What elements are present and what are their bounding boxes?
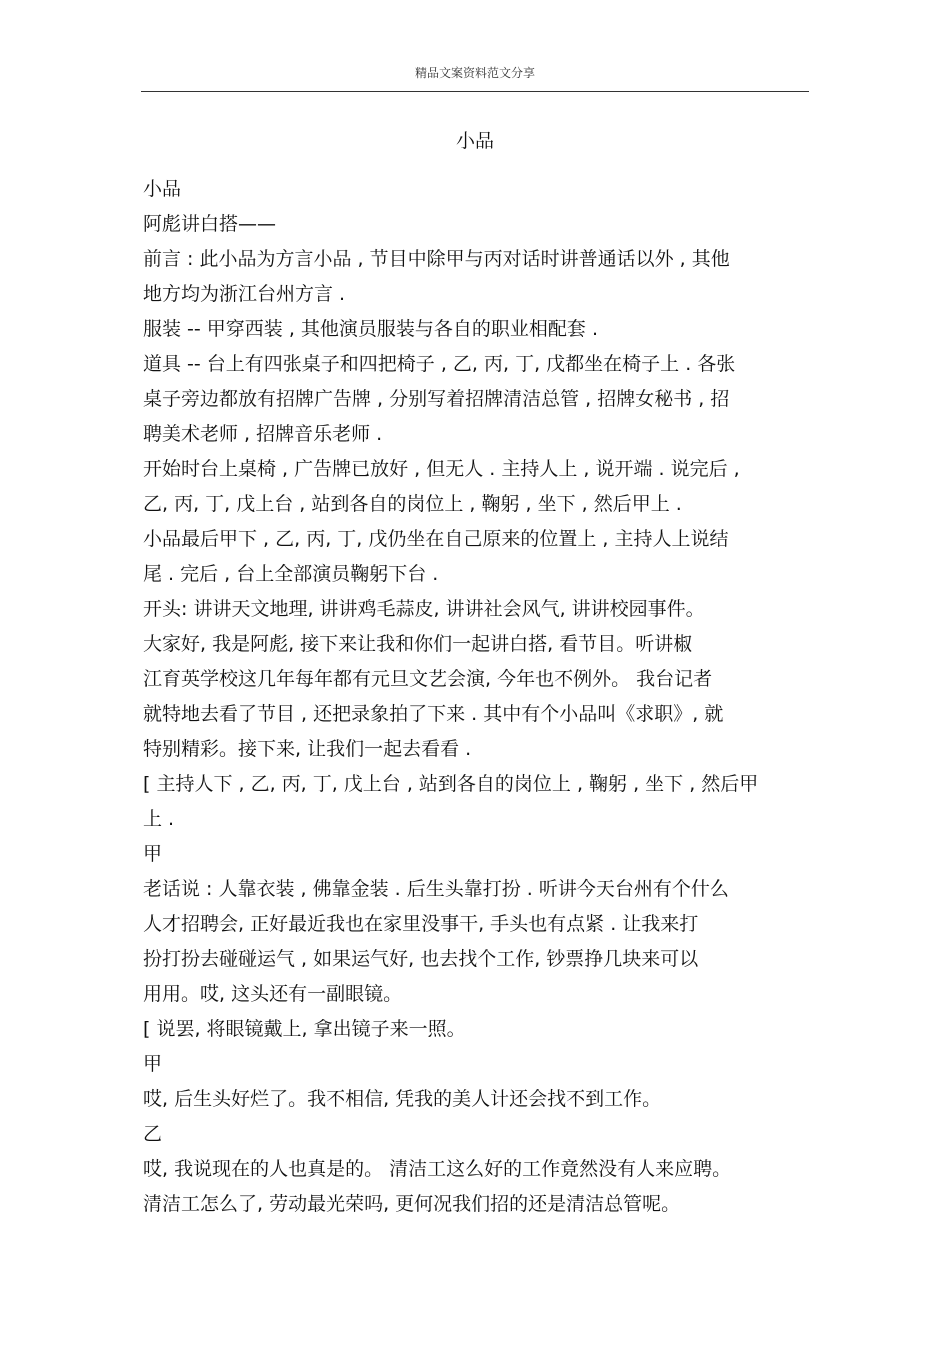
text-line: [ 主持人下 , 乙, 丙, 丁, 戊上台 , 站到各自的岗位上 , 鞠躬 , 坐下 , 然后甲 [143,773,759,795]
text-line: 甲 [143,843,163,865]
text-line: 服装 -- 甲穿西装 , 其他演员服装与各自的职业相配套 . [143,318,598,340]
text-line: 老话说 : 人靠衣装 , 佛靠金装 . 后生头靠打扮 . 听讲今天台州有个什么 [143,878,729,900]
text-line: 大家好, 我是阿彪, 接下来让我和你们一起讲白搭, 看节目。听讲椒 [143,633,693,655]
text-line: 用用。哎, 这头还有一副眼镜。 [143,983,403,1005]
text-line: 开头: 讲讲天文地理, 讲讲鸡毛蒜皮, 讲讲社会风气, 讲讲校园事件。 [143,598,705,620]
text-line: 前言 : 此小品为方言小品 , 节目中除甲与丙对话时讲普通话以外 , 其他 [143,248,730,270]
text-line: 小品最后甲下 , 乙, 丙, 丁, 戊仍坐在自己原来的位置上 , 主持人上说结 [143,528,729,550]
text-line: 道具 -- 台上有四张桌子和四把椅子 , 乙, 丙, 丁, 戊都坐在椅子上 . 各张 [143,353,736,375]
header-text: 精品文案资料范文分享 [414,66,535,80]
text-line: 小品 [143,178,182,200]
header-divider [141,91,809,92]
text-line: 哎, 后生头好烂了。我不相信, 凭我的美人计还会找不到工作。 [143,1088,662,1110]
text-line: [ 说罢, 将眼镜戴上, 拿出镜子来一照。 [143,1018,466,1040]
text-line: 乙 [143,1123,163,1145]
text-line: 开始时台上桌椅 , 广告牌已放好 , 但无人 . 主持人上 , 说开端 . 说完后 , [143,458,740,480]
text-line: 桌子旁边都放有招牌广告牌 , 分别写着招牌清洁总管 , 招牌女秘书 , 招 [143,388,730,410]
text-line: 就特地去看了节目 , 还把录象拍了下来 . 其中有个小品叫《求职》, 就 [143,703,724,725]
text-line: 尾 . 完后 , 台上全部演员鞠躬下台 . [143,563,439,585]
text-line: 聘美术老师 , 招牌音乐老师 . [143,423,383,445]
document-body [143,172,807,1222]
text-line: 哎, 我说现在的人也真是的。 清洁工这么好的工作竟然没有人来应聘。 [143,1158,732,1180]
text-line: 人才招聘会, 正好最近我也在家里没事干, 手头也有点紧 . 让我来打 [143,913,699,935]
text-line: 江育英学校这几年每年都有元旦文艺会演, 今年也不例外。 我台记者 [143,668,713,690]
page-header [0,64,950,81]
text-line: 乙, 丙, 丁, 戊上台 , 站到各自的岗位上 , 鞠躬 , 坐下 , 然后甲上 . [143,493,682,515]
text-line: 地方均为浙江台州方言 . [143,283,346,305]
text-line: 特别精彩。接下来, 让我们一起去看看 . [143,738,472,760]
text-line: 上 . [143,808,175,830]
text-line: 扮打扮去碰碰运气 , 如果运气好, 也去找个工作, 钞票挣几块来可以 [143,948,699,970]
text-line: 甲 [143,1053,163,1075]
document-title: 小品 [455,130,494,152]
text-line: 清洁工怎么了, 劳动最光荣吗, 更何况我们招的还是清洁总管呢。 [143,1193,681,1215]
text-line: 阿彪讲白搭—— [143,213,277,235]
